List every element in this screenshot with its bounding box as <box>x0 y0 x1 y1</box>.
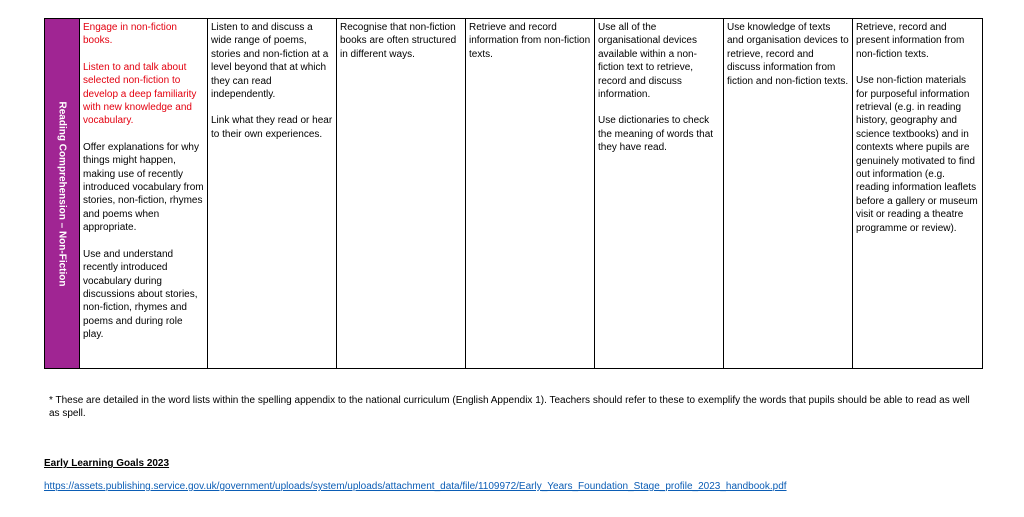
cell-eyfs <box>80 19 208 369</box>
cell-text: Offer explanations for why things might happen, making use of recently introduced vocabulary from stories, non-fiction, rhymes and poems when appropriate. <box>83 141 204 234</box>
cell-text: Listen to and talk about selected non-fiction to develop a deep familiarity with new knowledge and vocabulary. <box>83 61 197 127</box>
row-heading-cell <box>45 19 80 369</box>
cell-text: Use non-fiction materials for purposeful information retrieval (e.g. in reading history, geography and science textbooks) and in contexts where pupils are genuinely motivated to find out information (e.g. reading information leaflets before a gallery or museum visit or reading a theatre programme or review). <box>856 75 978 234</box>
cell-text: Use knowledge of texts and organisation devices to retrieve, record and discuss information from fiction and non-fiction texts. <box>727 22 849 87</box>
cell-text: Retrieve, record and present information from non-fiction texts. <box>856 22 965 60</box>
footnote: * These are detailed in the word lists within the spelling appendix to the national curriculum (English Appendix 1). Teachers should refer to these to exemplify the words that pupils should be able to read as well as spell. <box>49 395 970 420</box>
curriculum-table <box>44 18 983 369</box>
cell-text: Engage in non-fiction books. <box>83 22 177 47</box>
cell-text: Use dictionaries to check the meaning of words that they have read. <box>598 115 714 154</box>
cell-text: Use and understand recently introduced vocabulary during discussions about stories, non-fiction, rhymes and poems and during role play. <box>83 248 198 341</box>
cell-text: Use all of the organisational devices available within a non-fiction text to retrieve, record and discuss information. <box>598 22 697 101</box>
table-row <box>45 19 983 369</box>
cell-year1 <box>208 19 337 369</box>
cell-year2 <box>337 19 466 369</box>
cell-text: Listen to and discuss a wide range of poems, stories and non-fiction at a level beyond that at which they can read independently. <box>211 22 329 101</box>
cell-text: Link what they read or hear to their own experiences. <box>211 115 333 140</box>
cell-year5 <box>724 19 853 369</box>
cell-text: Recognise that non-fiction books are often structured in different ways. <box>340 22 457 60</box>
row-heading: Reading Comprehension – Non-Fiction <box>56 100 68 287</box>
cell-year4 <box>595 19 724 369</box>
cell-year6 <box>853 19 983 369</box>
goals-link[interactable]: https://assets.publishing.service.gov.uk/government/uploads/system/uploads/attachment_data/file/1109972/Early_Years_Foundation_Stage_profile_2023_handbook.pdf <box>44 481 787 492</box>
cell-year3 <box>466 19 595 369</box>
goals-heading: Early Learning Goals 2023 <box>44 458 170 469</box>
cell-text: Retrieve and record information from non-fiction texts. <box>469 22 591 60</box>
